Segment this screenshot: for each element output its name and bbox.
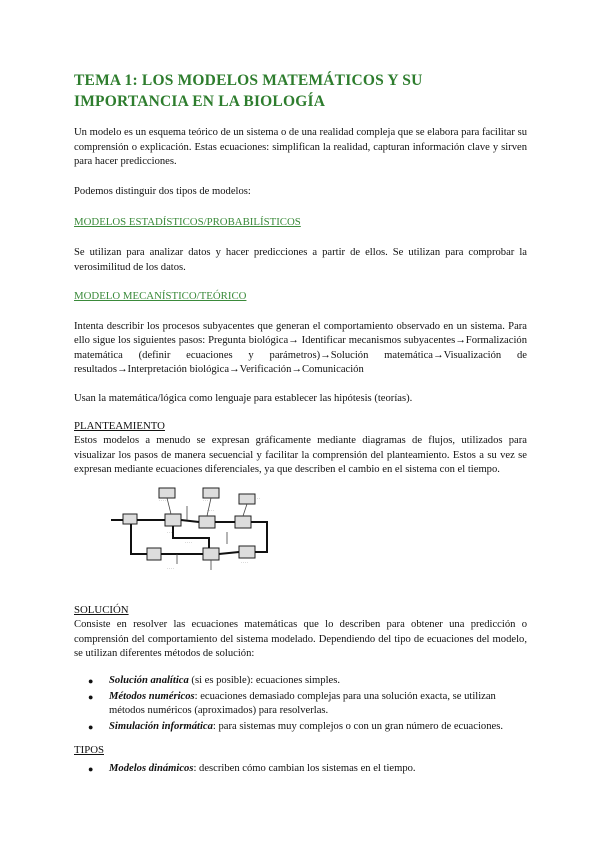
svg-text:· · · ·: · · · · <box>185 541 193 545</box>
list-item: ● Solución analítica (si es posible): ecuaciones simples. <box>88 674 527 689</box>
svg-text:· · · ·: · · · · <box>241 561 249 565</box>
intro-paragraph: Un modelo es un esquema teórico de un sistema o de una realidad compleja que se elabora para facilitar su comprensión o explicación. Estas ecuaciones: simplifican la realidad, capturan información clave y sirven para hacer predicciones. <box>74 127 527 168</box>
tipos-list <box>88 762 527 777</box>
page-title: TEMA 1: LOS MODELOS MATEMÁTICOS Y SU IMPORTANCIA EN LA BIOLOGÍA <box>74 72 423 110</box>
planteamiento-text: Estos modelos a menudo se expresan gráficamente mediante diagramas de flujos, utilizados para visualizar los pasos de manera secuencial y facilitar la comprensión del planteamiento. Estos a su vez se expresan mediante ecuaciones diferenciales, ya que describen el cambio en el sistema con el tiempo. <box>74 435 527 476</box>
svg-text:· · · ·: · · · · <box>159 499 167 503</box>
svg-text:· · · ·: · · · · <box>207 509 215 513</box>
types-intro: Podemos distinguir dos tipos de modelos: <box>74 186 251 197</box>
svg-text:· ·: · · <box>257 497 261 501</box>
svg-text:· · · ·: · · · · <box>167 567 175 571</box>
bullet-icon: ● <box>88 676 94 686</box>
mechanistic-text: Intenta describir los procesos subyacentes que generan el comportamiento observado en un sistema. Para ello sigue los siguientes pasos: Pregunta biológica→ Identificar mecanismos subyacentes→Formalización matemática (definir ecuaciones y parámetros)→Solución matemática→Visualización de resultados→Interpretación biológica→Verificación→Comunicación <box>74 321 527 376</box>
bullet-icon: ● <box>88 691 94 702</box>
svg-text:· · ·: · · · <box>203 499 209 503</box>
flow-diagram <box>107 486 273 572</box>
statistical-text: Se utilizan para analizar datos y hacer predicciones a partir de ellos. Se utilizan para comprobar la verosimilitud de los datos. <box>74 247 527 273</box>
solucion-text: Consiste en resolver las ecuaciones matemáticas que lo describen para obtener una predicción o comprensión del comportamiento del sistema modelado. Dependiendo del tipo de ecuaciones del modelo, se utilizan diferentes métodos de solución: <box>74 619 527 660</box>
list-item: ● Simulación informática: para sistemas muy complejos o con un gran número de ecuaciones. <box>88 720 527 735</box>
bullet-icon: ● <box>88 721 94 732</box>
solucion-methods-list <box>88 674 527 734</box>
bullet-icon: ● <box>88 764 94 774</box>
planteamiento-heading: PLANTEAMIENTO <box>74 420 165 432</box>
statistical-heading: MODELOS ESTADÍSTICOS/PROBABILÍSTICOS <box>74 216 301 228</box>
svg-text:· · ·: · · · <box>167 531 173 535</box>
tipos-heading: TIPOS <box>74 744 104 756</box>
list-item: ● Métodos numéricos: ecuaciones demasiado complejas para una solución exacta, se utilizan métodos numéricos (aproximados) para resolverlas. <box>88 690 496 717</box>
list-item: ● Modelos dinámicos: describen cómo cambian los sistemas en el tiempo. <box>88 762 527 777</box>
hypothesis-text: Usan la matemática/lógica como lenguaje para establecer las hipótesis (teorías). <box>74 393 413 404</box>
mechanistic-heading: MODELO MECANÍSTICO/TEÓRICO <box>74 290 247 302</box>
solucion-heading: SOLUCIÓN <box>74 604 129 616</box>
